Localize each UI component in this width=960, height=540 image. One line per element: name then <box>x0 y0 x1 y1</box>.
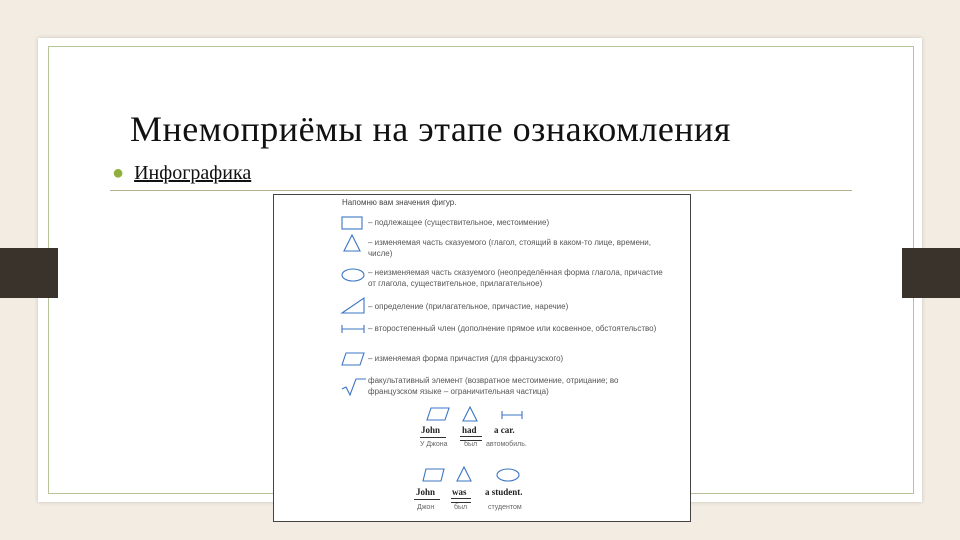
example1-translation: У Джона <box>420 441 448 448</box>
rectangle-icon <box>340 213 368 233</box>
subject-underline <box>420 437 446 438</box>
example1-word: a car. <box>494 425 515 435</box>
infographic-header: Напомню вам значения фигур. <box>342 198 457 207</box>
triangle-icon <box>340 233 368 253</box>
legend-text: – изменяемая часть сказуемого (глагол, стоящий в каком-то лице, времени, числе) <box>368 238 651 258</box>
legend-text: – изменяемая форма причастия (для французского) <box>368 354 564 363</box>
triangle-icon <box>457 467 471 481</box>
legend-text: – подлежащее (существительное, местоимение) <box>368 218 550 227</box>
bullet-text: Инфографика <box>134 161 252 184</box>
parallelogram-icon <box>340 349 368 369</box>
bullet-dot-icon: ● <box>112 161 125 184</box>
example2-translation: был <box>454 504 468 511</box>
divider-line <box>110 190 852 191</box>
infographic-image <box>273 194 691 522</box>
example2-shapes <box>414 465 534 487</box>
predicate-underline <box>451 498 471 503</box>
parallelogram-icon <box>423 469 444 481</box>
slide-title: Мнемоприёмы на этапе ознакомления <box>130 109 731 149</box>
bullet-item <box>112 160 251 186</box>
triangle-icon <box>463 407 477 421</box>
right-side-tab <box>902 248 960 298</box>
example2-translation: студентом <box>488 504 522 511</box>
oval-icon <box>340 265 368 285</box>
example1-word: John <box>421 425 441 435</box>
example2-word: a student. <box>485 487 523 497</box>
root-sign-icon <box>340 377 368 397</box>
example2-word: was <box>452 487 467 497</box>
legend-text: – неизменяемая часть сказуемого (неопределённая форма глагола, причастие от глагола, существительное, прилагательное) <box>368 268 663 288</box>
line-segment-icon <box>340 319 368 339</box>
legend-text: – определение (прилагательное, причастие, наречие) <box>368 302 569 311</box>
subject-underline <box>414 499 440 500</box>
legend-text: – второстепенный член (дополнение прямое или косвенное, обстоятельство) <box>368 324 657 333</box>
example1-translation: был <box>464 441 478 448</box>
example1-shapes <box>414 405 534 427</box>
example2-word: John <box>416 487 436 497</box>
oval-icon <box>497 469 519 481</box>
left-side-tab <box>0 248 58 298</box>
example1-word: had <box>462 425 477 435</box>
example1-translation: автомобиль. <box>486 441 527 448</box>
right-triangle-icon <box>340 295 368 315</box>
parallelogram-icon <box>427 408 449 420</box>
example2-translation: Джон <box>417 504 435 511</box>
legend-text: факультативный элемент (возвратное местоимение, отрицание; во французском языке – ограничительная частица) <box>368 376 619 396</box>
